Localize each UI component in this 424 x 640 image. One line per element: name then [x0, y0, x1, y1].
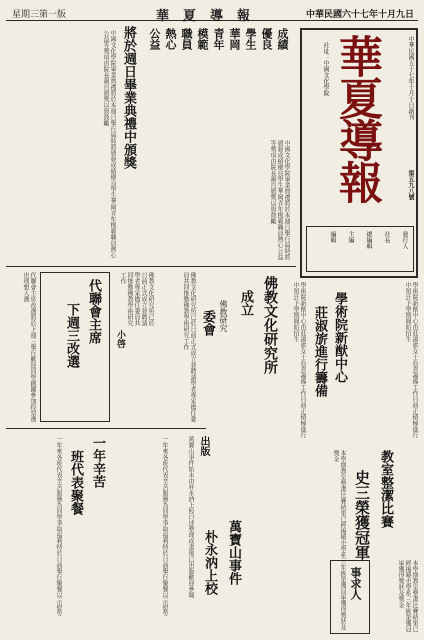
staff-4: 主編: [347, 231, 354, 243]
buddhism-title-2: 成立: [238, 290, 253, 316]
lead-body-1: 中國文化學院畢業典禮將於本週日舉行屆時將頒發成績優良學生華岡青年模範職員熱心公益等獎項由院長親自頒獎以資鼓勵: [269, 140, 290, 260]
staff-2: 社長: [383, 231, 390, 243]
top-bar: [6, 6, 418, 24]
lead-side-heading: 成績 優良 學生 華岡 青年 模範 職員 熱心 公益: [148, 28, 289, 50]
academy-title-2: 莊淑旂進行籌備: [312, 306, 327, 397]
masthead-issue-number: 第五九八號: [407, 170, 414, 200]
buddhism-title-3: 佛教研究: [219, 300, 228, 332]
class-title-2: 班代表聚餐: [68, 450, 83, 515]
masthead: [300, 28, 418, 278]
buddhism-title-4: 委會: [200, 310, 215, 336]
rep-title-2: 下週三改選: [64, 303, 79, 368]
rep-body: 代聯會主席改選將於下週三舉行歡迎同學踴躍參加投票選出理想人選: [22, 272, 36, 422]
staff-1: 發行人: [401, 231, 408, 249]
rep-title-1: 代聯會主席: [86, 279, 101, 344]
lead-body-2: 中國文化學院畢業典禮將於本週日舉行屆時將頒發成績優良學生華岡青年模範職員熱心公益等獎項由院長親自頒獎以資鼓勵: [102, 30, 116, 258]
staff-box: [306, 226, 414, 272]
academy-title-1: 學術院新猷中心: [332, 292, 347, 383]
wanted-box: [330, 560, 370, 634]
publish-label: 出版: [198, 436, 209, 456]
divider-2: [6, 428, 206, 429]
academy-body-2: 學術院新猷中心由莊淑旂女士負責籌備工作目前正積極進行中預計下學期開始招生: [292, 282, 306, 438]
class-body-2: 一年來各班代表辛苦服務為同學爭取福利特於日前舉行聚餐以示慰勞: [161, 436, 168, 616]
buddhism-body: 佛教文化研究所已於日前正式成立並聘請學者專家擔任委員共同推動佛教學術研究工作: [182, 272, 196, 422]
class-title-1: 一年辛苦: [90, 436, 105, 488]
sports-body: 本學期教室整潔比賽結果已經揭曉史學系三年級榮獲冠軍獲得獎狀及獎金: [332, 450, 346, 630]
masthead-date-line: 中華民國五十七年十月十日創刊: [407, 36, 414, 120]
notice-small: 小啓: [115, 330, 125, 348]
divider-1: [6, 266, 296, 267]
top-date: 中華民國六十七年十月九日: [305, 10, 414, 20]
masthead-title: 華夏導報: [331, 34, 382, 202]
top-paper-name: 華夏導報: [156, 9, 265, 24]
rep-election-box: [40, 272, 110, 422]
wanbao-sub: 朴永汭上校: [202, 530, 217, 595]
academy-body: 學術院新猷中心由莊淑旂女士負責籌備工作目前正積極進行中預計下學期開始招生: [404, 282, 418, 438]
top-issue-info: 星期三第一版: [12, 10, 67, 20]
sports-title-1: 教室整潔比賽: [378, 450, 393, 528]
masthead-publisher: 社址：中國文化學院: [322, 42, 329, 96]
buddhism-title-1: 佛教文化研究所: [262, 276, 278, 374]
lead-headline: 將於週日畢業典禮中頒獎: [121, 26, 136, 169]
wanted-title: 事求人: [349, 567, 362, 600]
misc-body: 佛教文化研究所已於日前正式成立並聘請學者專家擔任委員共同推動佛教學術研究工作: [119, 272, 154, 326]
staff-3: 總編輯: [365, 231, 372, 249]
wanbao-title: 萬寶山事件: [226, 520, 241, 585]
wanbao-body: 萬寶山事件始末由朴永汭上校口述整理成書現已出版歡迎參閱: [187, 436, 194, 598]
class-body: 一年來各班代表辛苦服務為同學爭取福利特於日前舉行聚餐以示慰勞: [55, 436, 62, 616]
sports-body-2: 本學期教室整潔比賽結果已經揭曉史學系三年級榮獲冠軍獲得獎狀及獎金: [397, 560, 418, 632]
sports-title-2: 史三榮獲冠軍: [353, 470, 371, 560]
staff-5: 編輯: [329, 231, 336, 243]
